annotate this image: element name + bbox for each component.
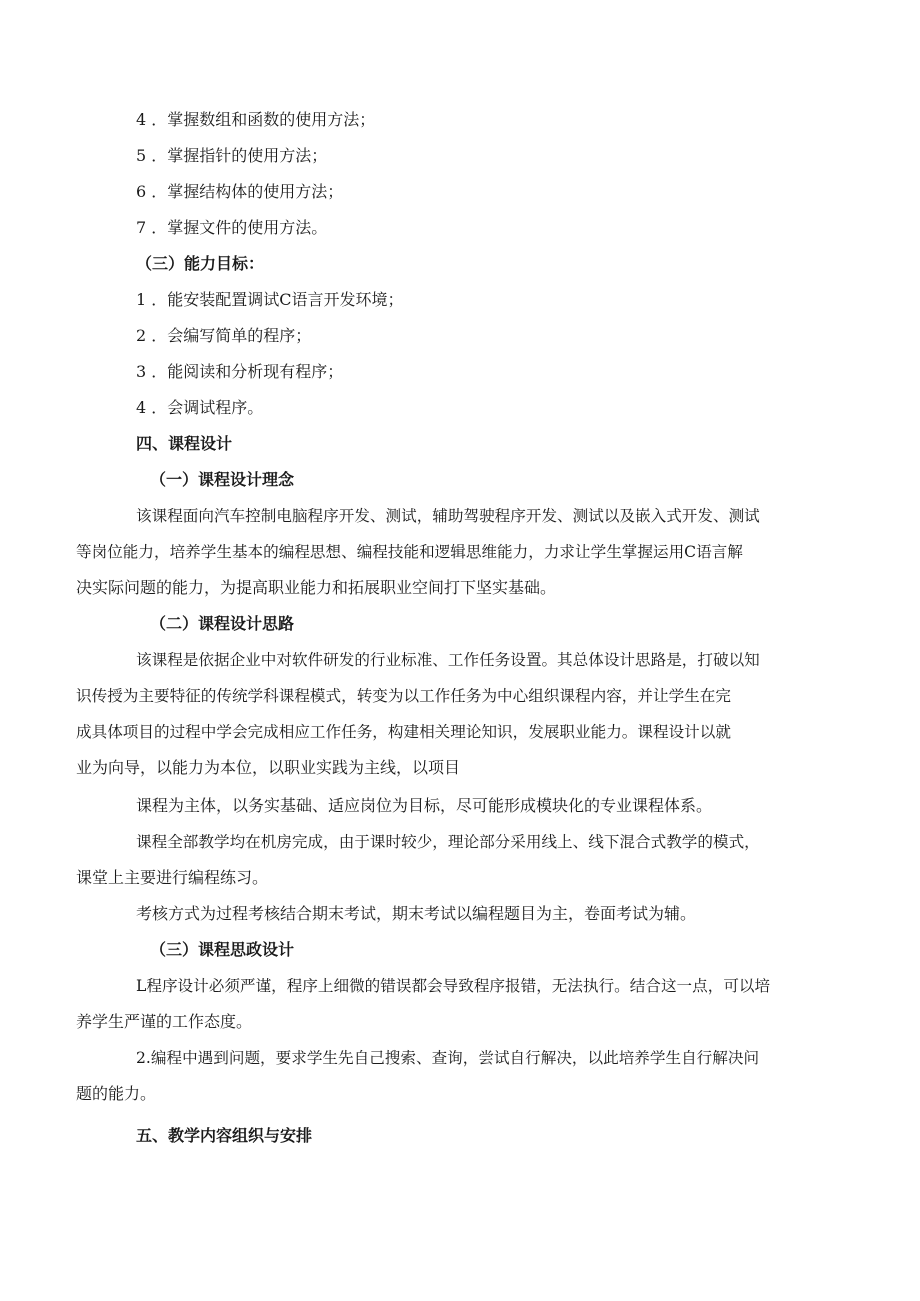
approach-p1-line-4: 业为向导，以能力为本位，以职业实践为主线，以项目	[76, 758, 461, 777]
knowledge-item-5: 5 ．掌握指针的使用方法；	[136, 146, 328, 165]
approach-p2: 课程为主体，以务实基础、适应岗位为目标，尽可能形成模块化的专业课程体系。	[136, 796, 713, 815]
approach-p3-line-1: 课程全部教学均在机房完成，由于课时较少，理论部分采用线上、线下混合式教学的模式，	[136, 833, 760, 851]
ideology-item1-line-2: 养学生严谨的工作态度。	[76, 1012, 253, 1031]
ability-item-3: 3 ．能阅读和分析现有程序；	[136, 362, 344, 381]
knowledge-item-6: 6 ．掌握结构体的使用方法；	[136, 182, 344, 201]
ideology-item2-line-2: 题的能力。	[76, 1084, 157, 1103]
approach-p1-line-1: 该课程是依据企业中对软件研发的行业标准、工作任务设置。其总体设计思路是，打破以知	[136, 651, 760, 669]
knowledge-item-7: 7 ．掌握文件的使用方法。	[136, 218, 328, 237]
ability-item-4: 4 ．会调试程序。	[136, 398, 264, 417]
ideology-heading: （三）课程思政设计	[150, 940, 295, 959]
ability-heading: （三）能力目标：	[136, 254, 265, 273]
concept-line-3: 决实际问题的能力，为提高职业能力和拓展职业空间打下坚实基础。	[76, 578, 557, 597]
section5-heading: 五、教学内容组织与安排	[136, 1126, 313, 1145]
approach-heading: （二）课程设计思路	[150, 614, 295, 633]
concept-heading: （一）课程设计理念	[150, 470, 295, 489]
ability-item-1: 1 ．能安装配置调试C语言开发环境；	[136, 290, 404, 309]
concept-line-1: 该课程面向汽车控制电脑程序开发、测试，辅助驾驶程序开发、测试以及嵌入式开发、测试	[136, 507, 760, 525]
section4-heading: 四、课程设计	[136, 434, 233, 453]
knowledge-item-4: 4 ．掌握数组和函数的使用方法；	[136, 110, 376, 129]
concept-line-2: 等岗位能力，培养学生基本的编程思想、编程技能和逻辑思维能力，力求让学生掌握运用C语言解	[76, 543, 743, 561]
approach-p1-line-2: 识传授为主要特征的传统学科课程模式，转变为以工作任务为中心组织课程内容，并让学生在完	[76, 687, 731, 705]
ideology-item1-line-1: L程序设计必须严谨，程序上细微的错误都会导致程序报错，无法执行。结合这一点，可以培	[136, 977, 771, 995]
approach-p4: 考核方式为过程考核结合期末考试，期末考试以编程题目为主，卷面考试为辅。	[136, 904, 697, 923]
ideology-item2-line-1: 2.编程中遇到问题，要求学生先自己搜索、查询，尝试自行解决，以此培养学生自行解决问	[136, 1049, 760, 1067]
approach-p3-line-2: 课堂上主要进行编程练习。	[76, 868, 269, 887]
ability-item-2: 2 ．会编写简单的程序；	[136, 326, 312, 345]
approach-p1-line-3: 成具体项目的过程中学会完成相应工作任务，构建相关理论知识，发展职业能力。课程设计以就	[76, 723, 731, 741]
